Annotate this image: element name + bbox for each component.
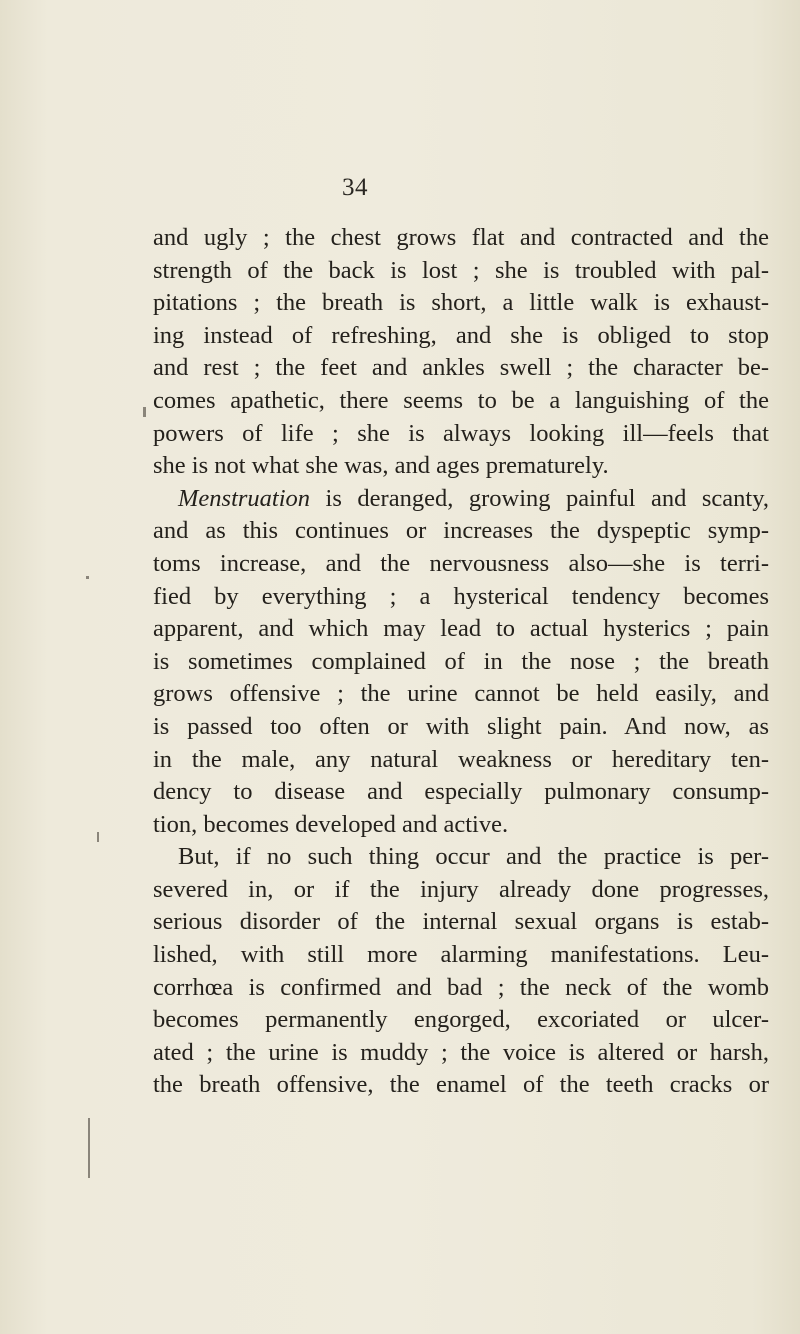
scan-speck: [143, 407, 146, 417]
text-line: powers of life ; she is always looking ill—feels that: [153, 419, 769, 447]
text-line: grows offensive ; the urine cannot be held easily, and: [153, 680, 769, 708]
text-line: pitations ; the breath is short, a little walk is exhaust-: [153, 289, 769, 317]
page-number: 34: [342, 174, 368, 201]
text-run: is deranged, growing painful and scanty,: [310, 484, 769, 512]
italic-term: Menstruation: [178, 484, 311, 512]
text-line: But, if no such thing occur and the practice is per-: [178, 843, 769, 871]
paragraph-2: [153, 483, 769, 842]
text-line-first: [153, 483, 769, 516]
text-line: ing instead of refreshing, and she is obliged to stop: [153, 321, 769, 349]
text-line: and as this continues or increases the dyspeptic symp-: [153, 517, 769, 545]
scan-speck: [86, 576, 89, 579]
text-line: comes apathetic, there seems to be a languishing of the: [153, 386, 769, 414]
text-line: toms increase, and the nervousness also—she is terri-: [153, 549, 769, 577]
text-line: tion, becomes developed and active.: [153, 810, 509, 838]
text-line: severed in, or if the injury already done progresses,: [153, 875, 769, 903]
paragraph-3: [153, 841, 769, 1102]
text-line: is passed too often or with slight pain. And now, as: [153, 712, 769, 740]
text-line: ated ; the urine is muddy ; the voice is altered or harsh,: [153, 1038, 769, 1066]
text-line: fied by everything ; a hysterical tendency becomes: [153, 582, 769, 610]
text-line: and ugly ; the chest grows flat and contracted and the: [153, 224, 769, 251]
text-line: in the male, any natural weakness or hereditary ten-: [153, 745, 769, 773]
text-line: serious disorder of the internal sexual organs is estab-: [153, 908, 769, 936]
scan-speck: [97, 832, 99, 842]
text-line: the breath offensive, the enamel of the teeth cracks or: [153, 1071, 769, 1099]
text-line: and rest ; the feet and ankles swell ; the character be-: [153, 354, 769, 382]
text-line: becomes permanently engorged, excoriated or ulcer-: [153, 1006, 769, 1034]
text-line: is sometimes complained of in the nose ; the breath: [153, 647, 769, 675]
text-line: dency to disease and especially pulmonary consump-: [153, 778, 769, 806]
text-line: lished, with still more alarming manifestations. Leu-: [153, 941, 769, 969]
text-line: apparent, and which may lead to actual hysterics ; pain: [153, 615, 769, 643]
text-line: she is not what she was, and ages prematurely.: [153, 452, 609, 480]
scan-speck: [88, 1118, 90, 1178]
text-line: corrhœa is confirmed and bad ; the neck of the womb: [153, 973, 769, 1001]
body-text: [153, 222, 769, 1102]
text-line: strength of the back is lost ; she is troubled with pal-: [153, 256, 769, 284]
paragraph-1: [153, 222, 769, 483]
